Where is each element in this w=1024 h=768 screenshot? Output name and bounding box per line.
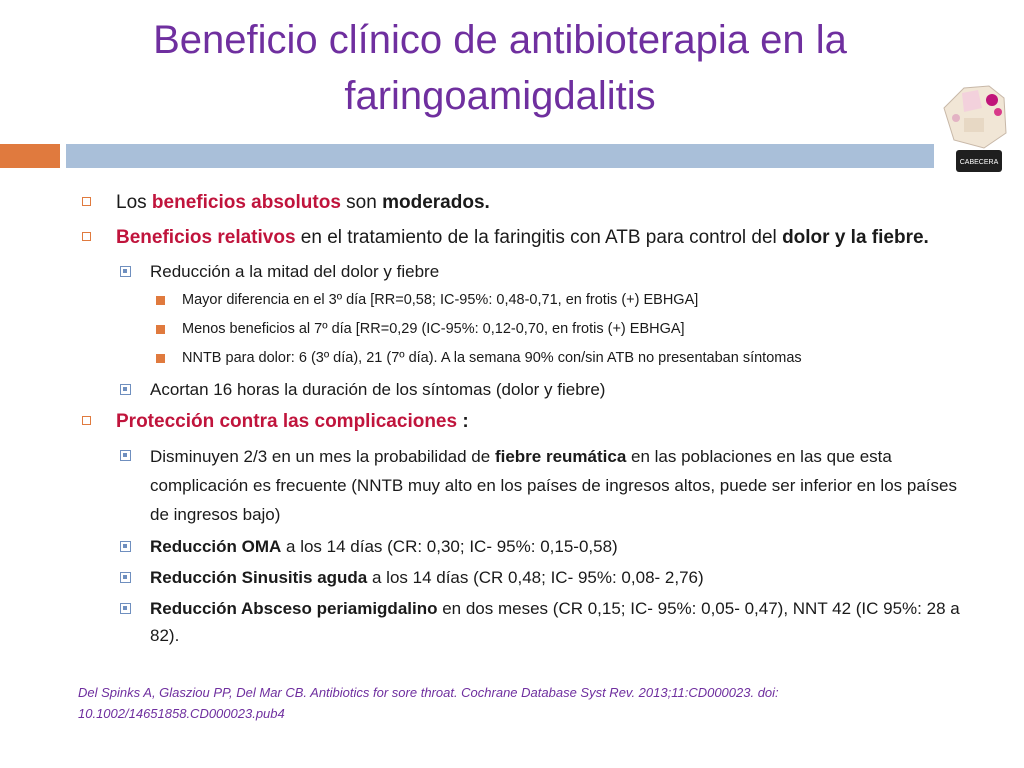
text: en dos meses (CR 0,15; IC- 95%: 0,05- 0,47), NNT 42 (IC 95%: 28 a 82). [150,599,960,645]
bold-text: dolor y la fiebre [782,227,924,248]
text: en las poblaciones en las que esta complicación es frecuente (NNTB muy alto en los países de ingresos altos, puede ser inferior en los países de ingresos bajo) [150,447,957,524]
bullet-beneficios-relativos [78,223,968,252]
text: . [923,227,929,248]
square-bullet-icon [120,603,131,614]
detail-bullet-3-dia [78,289,968,312]
text: a los 14 días (CR 0,48; IC- 95%: 0,08- 2,76) [367,568,704,587]
bold-text: fiebre reumática [494,447,627,466]
cabecera-logo [934,78,1020,178]
text: Los [116,192,152,213]
text: . [484,192,490,213]
text: son [340,192,383,213]
reference-line-1: Del Spinks A, Glasziou PP, Del Mar CB. Antibiotics for sore throat. Cochrane Database Syst Rev. 2013;11:CD000023. doi: [78,685,779,700]
hollow-square-bullet-icon [82,416,91,425]
bold-text: Reducción Sinusitis aguda [150,568,368,587]
text: Reducción a la mitad del dolor y fiebre [150,262,440,281]
bold-text: moderados [382,192,485,213]
text: a los 14 días (CR: 0,30; IC- 95%: 0,15-0,58) [281,537,618,556]
detail-bullet-nntb [78,347,968,370]
text: : [457,411,469,432]
title-bar-accent [0,144,60,168]
sub-bullet-reduccion-oma [78,533,968,560]
detail-bullet-7-dia [78,318,968,341]
text: Mayor diferencia en el 3º día [RR=0,58; IC-95%: 0,48-0,71, en frotis (+) EBHGA] [182,292,699,308]
emphasis-text: Protección contra las complicaciones [116,411,458,432]
square-bullet-icon [120,450,131,461]
reference-line-2: 10.1002/14651858.CD000023.pub4 [78,706,285,721]
title-bar [66,144,934,168]
bold-text: Reducción Absceso periamigdalino [150,599,438,618]
filled-square-bullet-icon [156,354,165,363]
emphasis-text: beneficios absolutos [151,192,341,213]
hollow-square-bullet-icon [82,197,91,206]
bullet-proteccion-complicaciones [78,407,968,436]
slide-content [78,188,968,653]
logo-text: CABECERA [959,159,999,166]
slide-title-line-2: faringoamigdalitis [344,74,656,118]
square-bullet-icon [120,541,131,552]
square-bullet-icon [120,266,131,277]
text: Menos beneficios al 7º día [RR=0,29 (IC-95%: 0,12-0,70, en frotis (+) EBHGA] [182,321,685,337]
filled-square-bullet-icon [156,296,165,305]
slide-title-line-1: Beneficio clínico de antibioterapia en la [153,18,847,62]
reference-citation [78,682,958,724]
sub-bullet-fiebre-reumatica [78,442,968,529]
bold-text: Reducción OMA [150,537,282,556]
slide-title [60,12,940,124]
text: Acortan 16 horas la duración de los síntomas (dolor y fiebre) [150,380,606,399]
hollow-square-bullet-icon [82,232,91,241]
sub-bullet-reduccion-absceso [78,595,968,649]
sub-bullet-reduccion-dolor [78,258,968,285]
text: NNTB para dolor: 6 (3º día), 21 (7º día). A la semana 90% con/sin ATB no presentaban síntomas [182,350,802,366]
text: en el tratamiento de la faringitis con ATB para control del [295,227,783,248]
sub-bullet-acortan-16-horas [78,376,968,403]
square-bullet-icon [120,384,131,395]
emphasis-text: Beneficios relativos [116,227,296,248]
filled-square-bullet-icon [156,325,165,334]
text: Disminuyen 2/3 en un mes la probabilidad de [150,447,495,466]
square-bullet-icon [120,572,131,583]
bullet-beneficios-absolutos [78,188,968,217]
sub-bullet-reduccion-sinusitis [78,564,968,591]
